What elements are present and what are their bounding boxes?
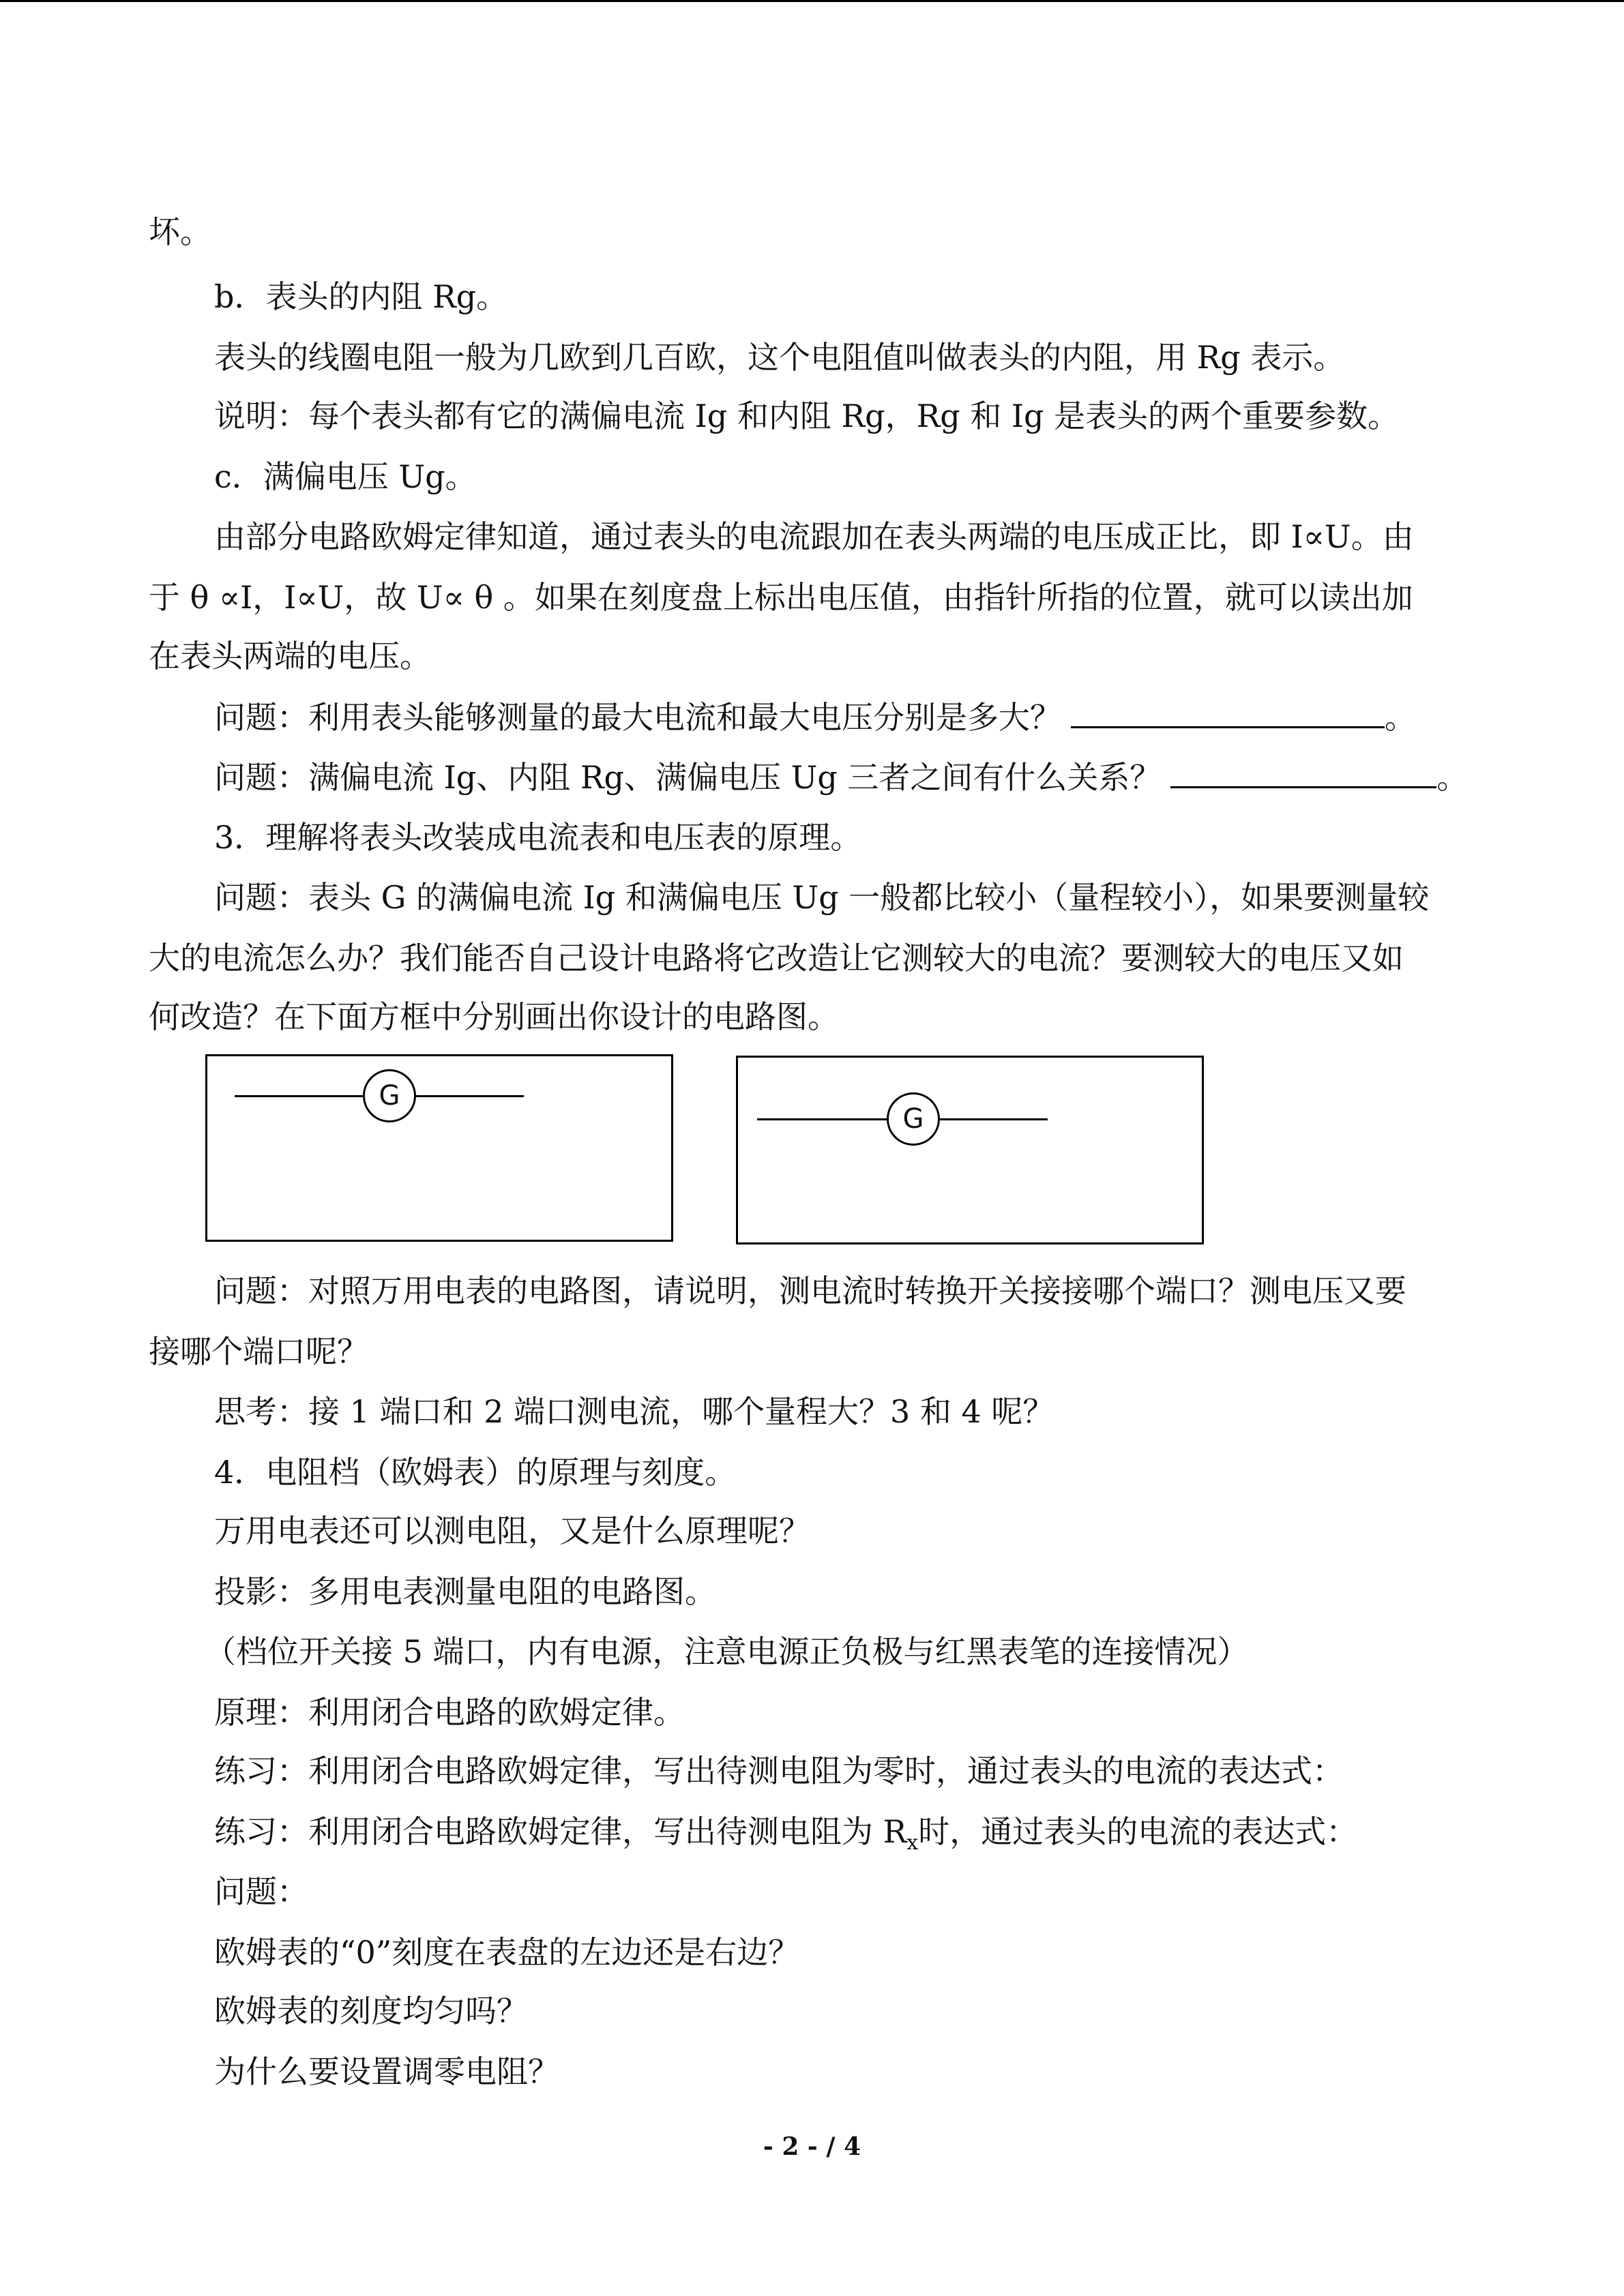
- question-text: 问题：满偏电流 Ig、内阻 Rg、满偏电压 Ug 三者之间有什么关系？: [214, 759, 1162, 796]
- wire-right: [940, 1118, 1048, 1120]
- text-line: 万用电表还可以测电阻，又是什么原理呢？: [214, 1512, 810, 1549]
- section-heading-4: 4．电阻档（欧姆表）的原理与刻度。: [214, 1454, 737, 1491]
- question-text: 问题：利用表头能够测量的最大电流和最大电压分别是多大？: [214, 699, 1061, 736]
- top-border: [0, 0, 1624, 2]
- text-line: 练习：利用闭合电路欧姆定律，写出待测电阻为零时，通过表头的电流的表达式：: [214, 1753, 1344, 1789]
- text-line: 何改造？在下面方框中分别画出你设计的电路图。: [149, 998, 839, 1035]
- text-line: 坏。: [149, 213, 211, 250]
- drawing-box-ammeter[interactable]: [205, 1054, 673, 1242]
- text-line: 欧姆表的“0”刻度在表盘的左边还是右边？: [214, 1934, 800, 1971]
- text-line: [214, 1811, 1357, 1857]
- punctuation: 。: [1436, 759, 1468, 796]
- text-line: 问题：表头 G 的满偏电流 Ig 和满偏电压 Ug 一般都比较小（量程较小），如果要测量较: [214, 879, 1430, 916]
- subscript: x: [906, 1831, 919, 1855]
- answer-blank[interactable]: [1170, 756, 1436, 788]
- wire-left: [235, 1095, 364, 1097]
- answer-blank[interactable]: [1071, 696, 1385, 728]
- galvanometer-icon: G: [363, 1069, 416, 1122]
- wire-right: [416, 1095, 524, 1097]
- text-line: 原理：利用闭合电路的欧姆定律。: [214, 1694, 685, 1731]
- text-line: 于 θ ∝I，I∝U，故 U∝ θ 。如果在刻度盘上标出电压值，由指针所指的位置，就可以读出加: [149, 579, 1413, 616]
- text-line: 欧姆表的刻度均匀吗？: [214, 1993, 528, 2029]
- question-line: [214, 696, 1416, 738]
- text-line: 问题：: [214, 1873, 308, 1910]
- text-line: 接哪个端口呢？: [149, 1333, 368, 1370]
- text-line: 问题：对照万用电表的电路图，请说明，测电流时转换开关接接哪个端口？测电压又要: [214, 1272, 1406, 1309]
- text-line: 思考：接 1 端口和 2 端口测电流，哪个量程大？3 和 4 呢？: [214, 1393, 1054, 1430]
- section-heading-3: 3．理解将表头改装成电流表和电压表的原理。: [214, 819, 862, 856]
- text-line: 表头的线圈电阻一般为几欧到几百欧，这个电阻值叫做表头的内阻，用 Rg 表示。: [214, 339, 1345, 376]
- galvanometer-icon: G: [887, 1092, 940, 1146]
- drawing-box-voltmeter[interactable]: [736, 1056, 1204, 1244]
- subheading-c: c．满偏电压 Ug。: [214, 458, 477, 495]
- text-line: 投影：多用电表测量电阻的电路图。: [214, 1573, 716, 1610]
- wire-left: [757, 1118, 887, 1120]
- text-line: 大的电流怎么办？我们能否自己设计电路将它改造让它测较大的电流？要测较大的电压又如: [149, 940, 1404, 976]
- text-line: （档位开关接 5 端口，内有电源，注意电源正负极与红黑表笔的连接情况）: [205, 1633, 1249, 1670]
- question-line: [214, 756, 1468, 798]
- text-part: 时，通过表头的电流的表达式：: [918, 1813, 1358, 1850]
- text-line: 说明：每个表头都有它的满偏电流 Ig 和内阻 Rg，Rg 和 Ig 是表头的两个重要参数。: [214, 398, 1400, 434]
- text-line: 在表头两端的电压。: [149, 638, 431, 674]
- subheading-b: b．表头的内阻 Rg。: [214, 278, 508, 315]
- text-part: 练习：利用闭合电路欧姆定律，写出待测电阻为 R: [214, 1813, 907, 1850]
- text-line: 为什么要设置调零电阻？: [214, 2053, 559, 2090]
- text-line: 由部分电路欧姆定律知道，通过表头的电流跟加在表头两端的电压成正比，即 I∝U。由: [214, 518, 1414, 555]
- page-number: - 2 - / 4: [763, 2132, 861, 2161]
- punctuation: 。: [1385, 699, 1416, 736]
